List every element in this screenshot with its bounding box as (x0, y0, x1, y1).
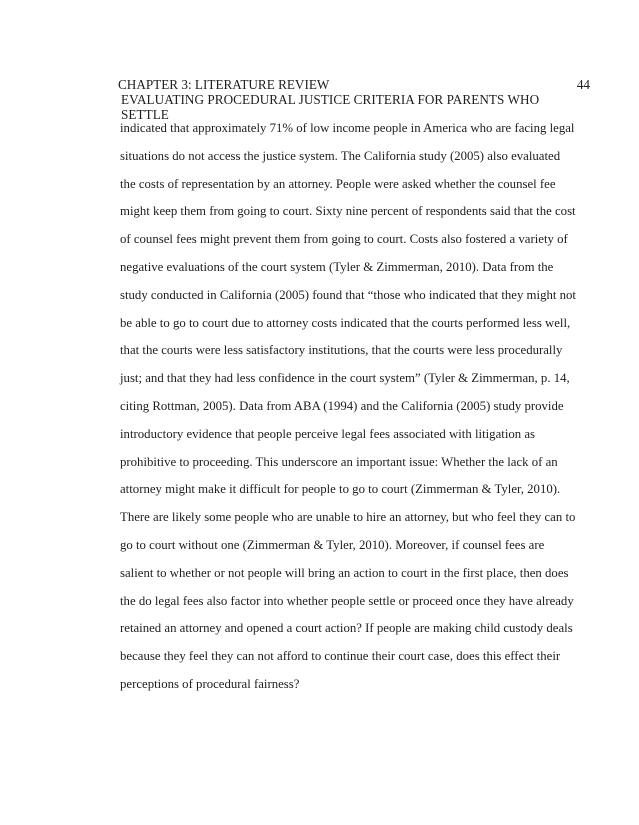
text-line: study conducted in California (2005) found that “those who indicated that they might not (120, 287, 576, 302)
text-line: the costs of representation by an attorney. People were asked whether the counsel fee (120, 176, 556, 191)
text-line: salient to whether or not people will bring an action to court in the first place, then does (120, 565, 569, 580)
text-line: the do legal fees also factor into whether people settle or proceed once they have already (120, 593, 574, 608)
text-line: negative evaluations of the court system (Tyler & Zimmerman, 2010). Data from the (120, 259, 554, 274)
header-top-line (118, 77, 590, 92)
text-line: There are likely some people who are unable to hire an attorney, but who feel they can to (120, 510, 576, 525)
text-line: of counsel fees might prevent them from going to court. Costs also fostered a variety of (120, 232, 568, 247)
text-line: prohibitive to proceeding. This underscore an important issue: Whether the lack of an (120, 454, 558, 469)
text-line: perceptions of procedural fairness? (120, 676, 300, 691)
page-number: 44 (576, 77, 590, 92)
text-line: because they feel they can not afford to continue their court case, does this effect their (120, 649, 561, 664)
text-line: go to court without one (Zimmerman & Tyler, 2010). Moreover, if counsel fees are (120, 537, 545, 552)
text-line: introductory evidence that people perceive legal fees associated with litigation as (120, 426, 536, 441)
text-line: indicated that approximately 71% of low income people in America who are facing legal (120, 121, 575, 135)
body-paragraph (120, 115, 600, 699)
text-line: be able to go to court due to attorney costs indicated that the courts performed less well, (120, 315, 571, 330)
text-line: just; and that they had less confidence in the court system” (Tyler & Zimmerman, p. 14, (120, 371, 570, 386)
running-title: EVALUATING PROCEDURAL JUSTICE CRITERIA FOR PARENTS WHO SETTLE (121, 92, 540, 122)
text-line: might keep them from going to court. Sixty nine percent of respondents said that the cost (120, 204, 576, 219)
text-line: retained an attorney and opened a court action? If people are making child custody deals (120, 621, 573, 636)
text-line: attorney might make it difficult for people to go to court (Zimmerman & Tyler, 2010). (120, 482, 561, 497)
text-line: citing Rottman, 2005). Data from ABA (1994) and the California (2005) study provide (120, 398, 564, 413)
chapter-title: CHAPTER 3: LITERATURE REVIEW (118, 77, 330, 92)
text-line: situations do not access the justice system. The California study (2005) also evaluated (120, 148, 561, 163)
text-line: that the courts were less satisfactory institutions, that the courts were less procedurally (120, 343, 563, 358)
